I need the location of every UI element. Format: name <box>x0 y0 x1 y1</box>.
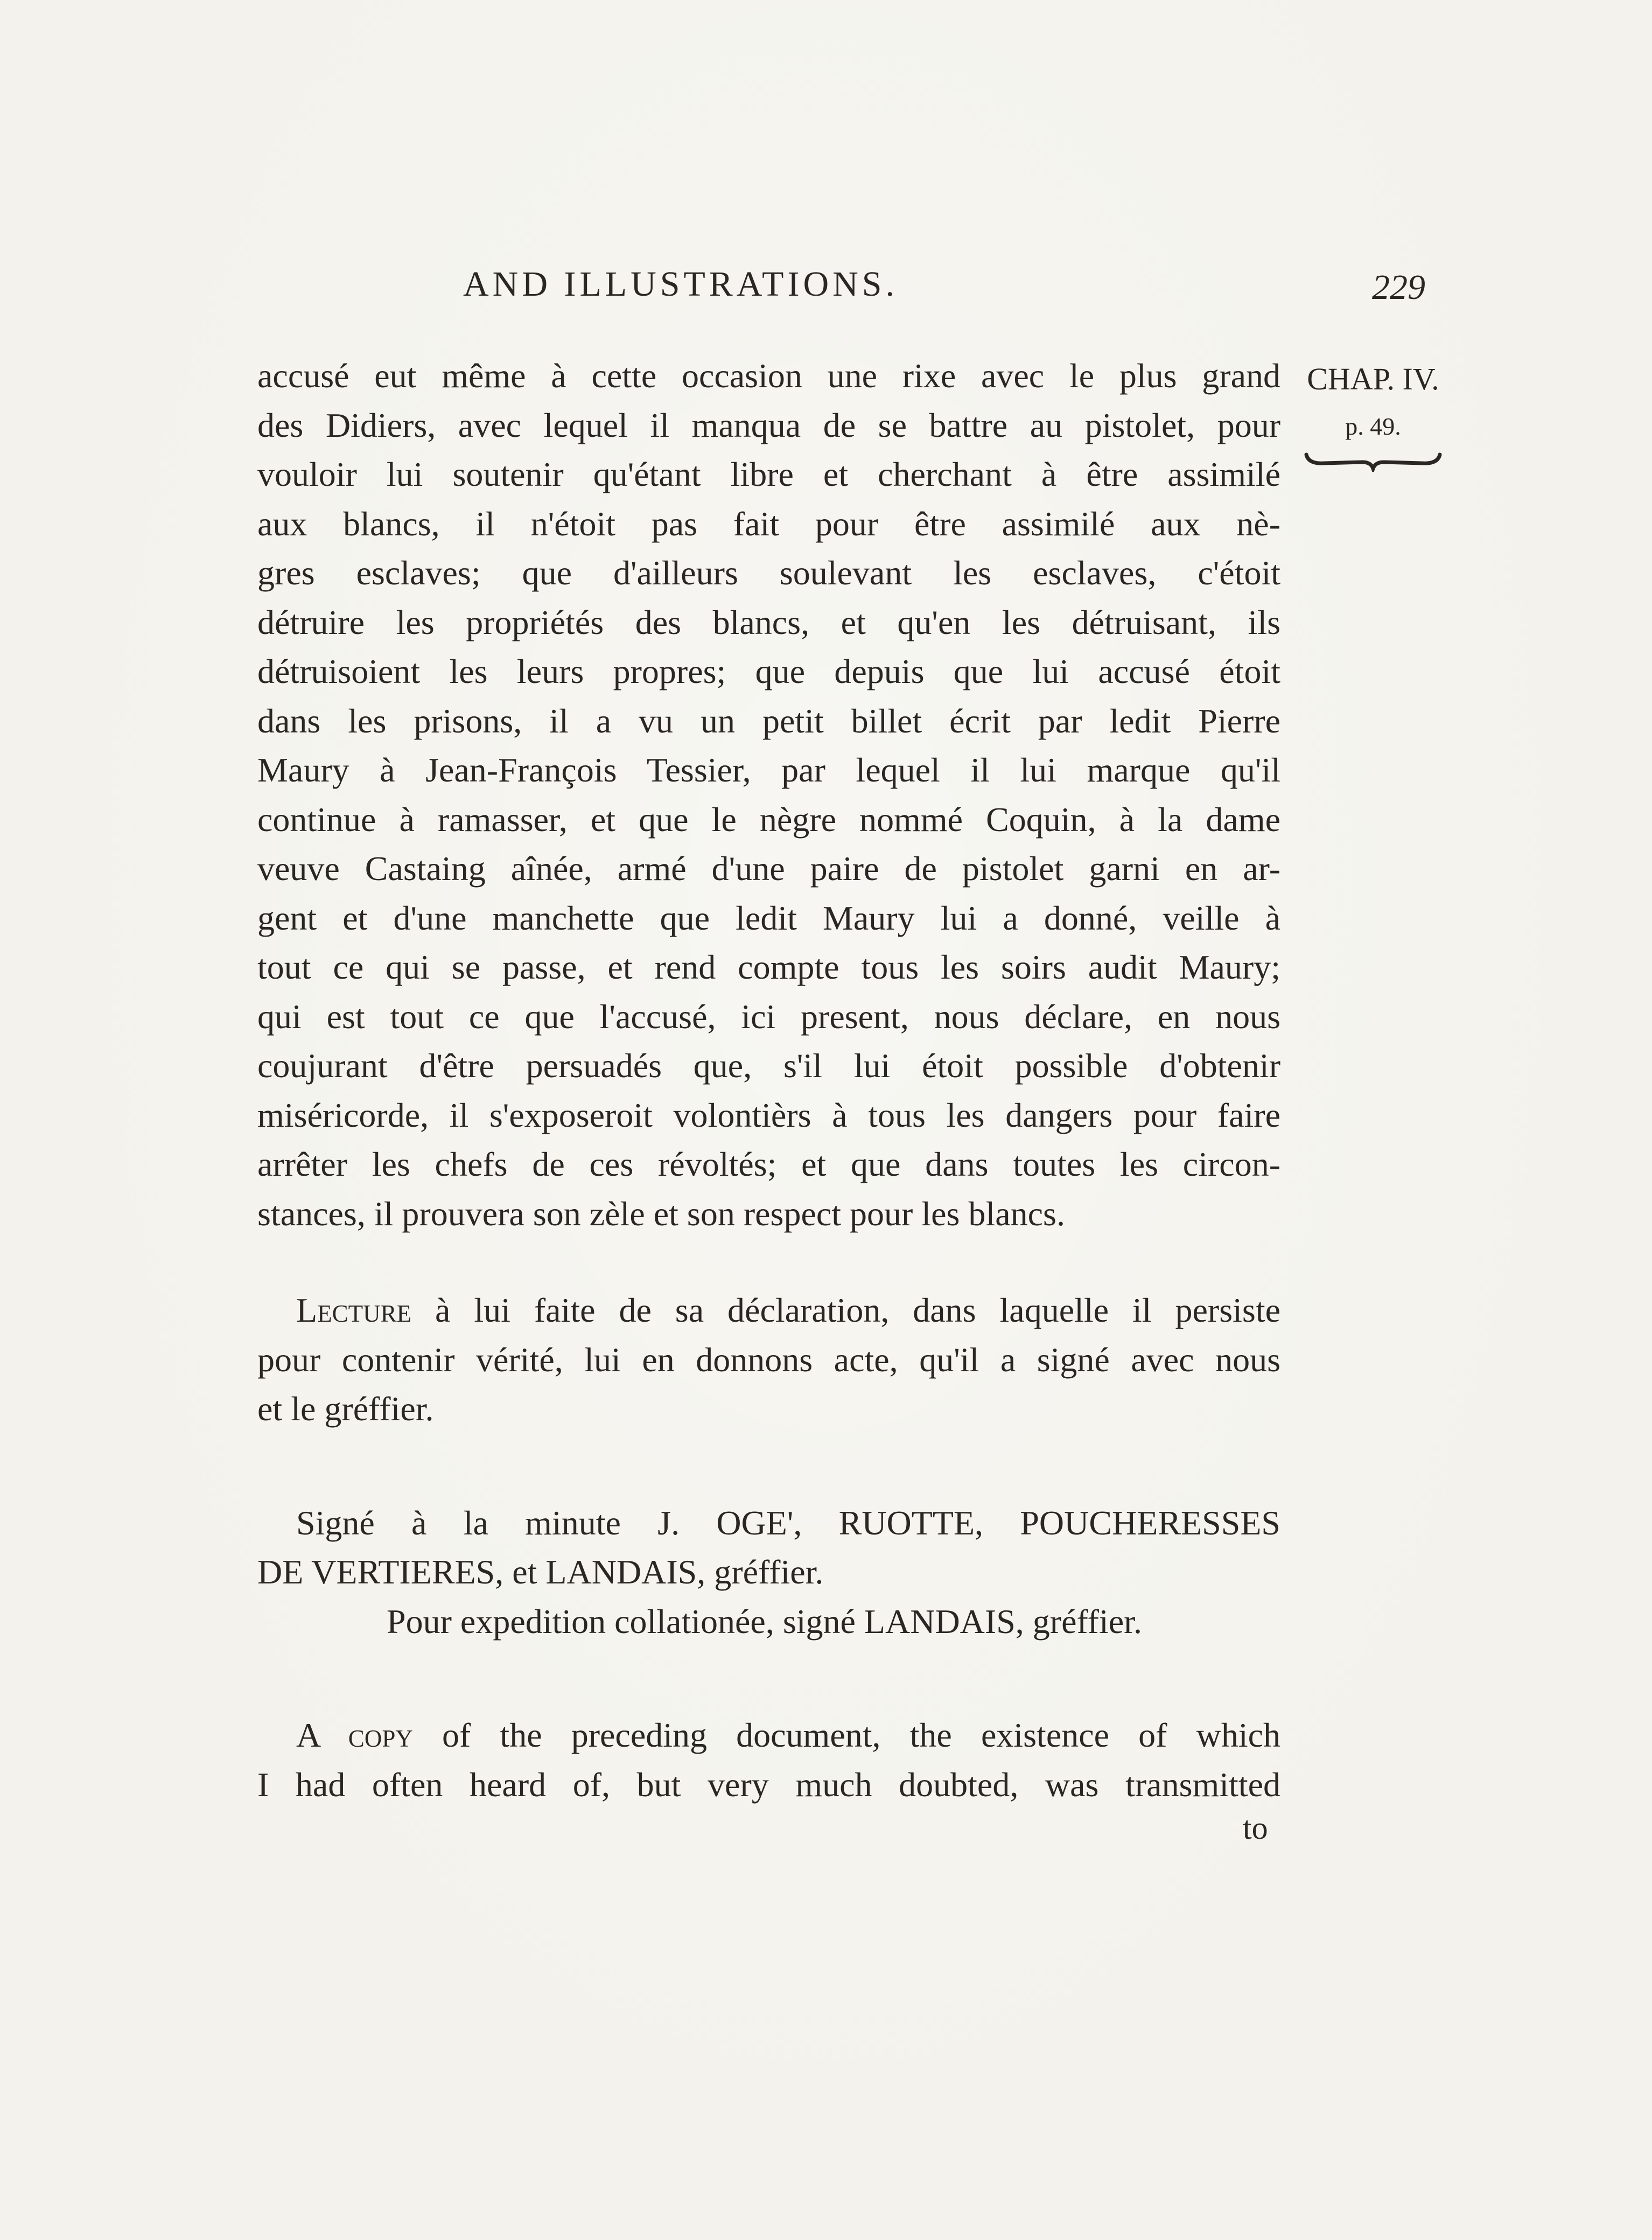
catchword: to <box>1243 1810 1268 1846</box>
margin-note <box>1292 355 1454 472</box>
text-line: A copy of the preceding document, the existence of which <box>296 1716 1281 1754</box>
text-line: dans les prisons, il a vu un petit billet écrit par ledit Pierre <box>257 701 1280 740</box>
text-line: tout ce qui se passe, et rend compte tous les soirs audit Maury; <box>257 948 1280 986</box>
text-line: et le gréffier. <box>257 1390 434 1428</box>
page-number: 229 <box>1372 268 1425 307</box>
paragraph-lecture <box>257 1286 1280 1434</box>
text-line: accusé eut même à cette occasion une rixe avec le plus grand <box>257 357 1280 395</box>
text-line: veuve Castaing aînée, armé d'une paire de pistolet garni en ar- <box>257 849 1280 888</box>
copy-lead: A copy <box>296 1716 413 1754</box>
signature-line: DE VERTIERES, et LANDAIS, gréffier. <box>257 1553 824 1591</box>
margin-page-ref: p. 49. <box>1345 413 1401 440</box>
text-line: détruisoient les leurs propres; que depuis que lui accusé étoit <box>257 652 1280 690</box>
text-body <box>257 351 1280 1809</box>
text-line: I had often heard of, but very much doubted, was transmitted <box>257 1765 1280 1804</box>
text-line: gent et d'une manchette que ledit Maury lui a donné, veille à <box>257 898 1280 937</box>
text-line: qui est tout ce que l'accusé, ici present, nous déclare, en nous <box>257 997 1280 1036</box>
text-line: des Didiers, avec lequel il manqua de se battre au pistolet, pour <box>257 406 1280 444</box>
text-line: miséricorde, il s'exposeroit volontièrs à tous les dangers pour faire <box>257 1095 1280 1134</box>
text-line: coujurant d'être persuadés que, s'il lui étoit possible d'obtenir <box>257 1046 1280 1085</box>
curly-brace-icon <box>1303 450 1443 472</box>
text-line: Maury à Jean-François Tessier, par lequel il lui marque qu'il <box>257 751 1280 789</box>
text-line: continue à ramasser, et que le nègre nommé Coquin, à la dame <box>257 800 1280 839</box>
text-line: Lecture à lui faite de sa déclaration, dans laquelle il persiste <box>296 1291 1280 1329</box>
running-header: AND ILLUSTRATIONS. <box>463 264 898 304</box>
text-line: pour contenir vérité, lui en donnons acte, qu'il a signé avec nous <box>257 1340 1280 1379</box>
margin-chapter: CHAP. IV. <box>1307 361 1439 396</box>
text-line: aux blancs, il n'étoit pas fait pour être assimilé aux nè- <box>257 504 1280 543</box>
lecture-lead: Lecture <box>296 1291 412 1329</box>
paragraph-declaration <box>257 351 1280 1238</box>
text-line: détruire les propriétés des blancs, et qu'en les détruisant, ils <box>257 603 1280 641</box>
text-line: stances, il prouvera son zèle et son respect pour les blancs. <box>257 1194 1065 1233</box>
text-line: arrêter les chefs de ces révoltés; et que dans toutes les circon- <box>257 1145 1280 1183</box>
signature-line: Signé à la minute J. OGE', RUOTTE, POUCHERESSES <box>296 1503 1280 1542</box>
signature-line: Pour expedition collationée, signé LANDAIS, gréffier. <box>387 1602 1142 1641</box>
text-line: gres esclaves; que d'ailleurs soulevant les esclaves, c'étoit <box>257 554 1280 592</box>
text-line: vouloir lui soutenir qu'étant libre et cherchant à être assimilé <box>257 455 1280 493</box>
paragraph-copy <box>257 1711 1280 1809</box>
signature-block <box>257 1498 1280 1646</box>
